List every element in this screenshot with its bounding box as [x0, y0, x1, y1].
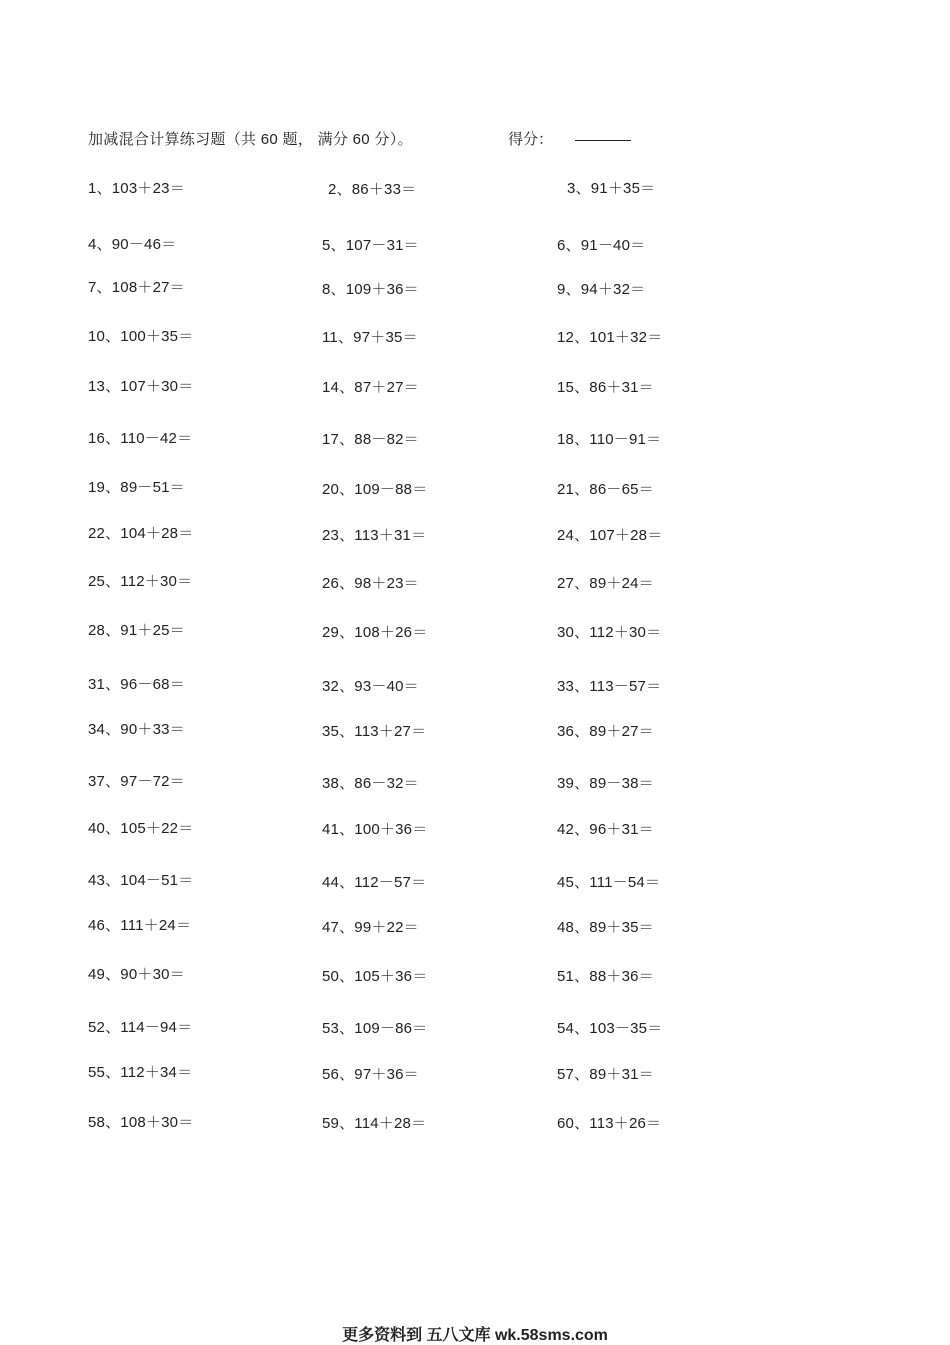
problem-item: 4、90－46＝ [88, 236, 177, 253]
problem-item: 42、96＋31＝ [557, 821, 654, 838]
problem-item: 45、111－54＝ [557, 874, 661, 891]
problem-item: 2、86＋33＝ [328, 181, 417, 198]
problem-item: 19、89－51＝ [88, 479, 185, 496]
problem-item: 50、105＋36＝ [322, 968, 428, 985]
problem-item: 38、86－32＝ [322, 775, 419, 792]
problem-item: 34、90＋33＝ [88, 721, 185, 738]
problem-item: 7、108＋27＝ [88, 279, 185, 296]
problem-item: 48、89＋35＝ [557, 919, 654, 936]
problem-item: 53、109－86＝ [322, 1020, 428, 1037]
problem-item: 55、112＋34＝ [88, 1064, 193, 1081]
problem-item: 16、110－42＝ [88, 430, 193, 447]
footer-watermark-text: 更多资料到 五八文库 wk.58sms.com [342, 1327, 608, 1344]
problem-item: 20、109－88＝ [322, 481, 428, 498]
problem-item: 15、86＋31＝ [557, 379, 654, 396]
problem-item: 43、104－51＝ [88, 872, 194, 889]
problem-item: 59、114＋28＝ [322, 1115, 427, 1132]
problem-item: 31、96－68＝ [88, 676, 185, 693]
problem-item: 24、107＋28＝ [557, 527, 663, 544]
problem-item: 40、105＋22＝ [88, 820, 194, 837]
problem-item: 22、104＋28＝ [88, 525, 194, 542]
problem-item: 5、107－31＝ [322, 237, 419, 254]
score-label: 得分： [508, 131, 554, 148]
problem-item: 52、114－94＝ [88, 1019, 193, 1036]
problem-item: 41、100＋36＝ [322, 821, 428, 838]
problem-item: 26、98＋23＝ [322, 575, 419, 592]
problem-item: 47、99＋22＝ [322, 919, 419, 936]
problem-item: 9、94＋32＝ [557, 281, 646, 298]
problem-item: 57、89＋31＝ [557, 1066, 654, 1083]
problem-item: 1、103＋23＝ [88, 180, 185, 197]
problem-item: 8、109＋36＝ [322, 281, 419, 298]
problem-item: 36、89＋27＝ [557, 723, 654, 740]
problem-item: 30、112＋30＝ [557, 624, 662, 641]
problem-item: 23、113＋31＝ [322, 527, 427, 544]
problem-item: 58、108＋30＝ [88, 1114, 194, 1131]
problem-item: 10、100＋35＝ [88, 328, 194, 345]
problem-item: 3、91＋35＝ [567, 180, 656, 197]
problem-item: 25、112＋30＝ [88, 573, 193, 590]
problem-item: 11、97＋35＝ [322, 329, 418, 346]
problem-item: 56、97＋36＝ [322, 1066, 419, 1083]
problem-item: 28、91＋25＝ [88, 622, 185, 639]
problem-item: 54、103－35＝ [557, 1020, 663, 1037]
problem-item: 6、91－40＝ [557, 237, 646, 254]
problem-item: 12、101＋32＝ [557, 329, 663, 346]
problem-item: 37、97－72＝ [88, 773, 185, 790]
problem-item: 14、87＋27＝ [322, 379, 419, 396]
problem-item: 33、113－57＝ [557, 678, 662, 695]
problem-item: 39、89－38＝ [557, 775, 654, 792]
problem-item: 60、113＋26＝ [557, 1115, 662, 1132]
problem-item: 35、113＋27＝ [322, 723, 427, 740]
problem-item: 51、88＋36＝ [557, 968, 654, 985]
problem-item: 13、107＋30＝ [88, 378, 194, 395]
problem-item: 27、89＋24＝ [557, 575, 654, 592]
problem-item: 32、93－40＝ [322, 678, 419, 695]
problem-item: 46、111＋24＝ [88, 917, 192, 934]
worksheet-title-text: 加减混合计算练习题（共 60 题， 满分 60 分）。 [88, 131, 413, 148]
problem-item: 21、86－65＝ [557, 481, 654, 498]
problem-item: 49、90＋30＝ [88, 966, 185, 983]
problem-item: 44、112－57＝ [322, 874, 427, 891]
problem-item: 17、88－82＝ [322, 431, 419, 448]
problem-item: 29、108＋26＝ [322, 624, 428, 641]
problem-item: 18、110－91＝ [557, 431, 662, 448]
